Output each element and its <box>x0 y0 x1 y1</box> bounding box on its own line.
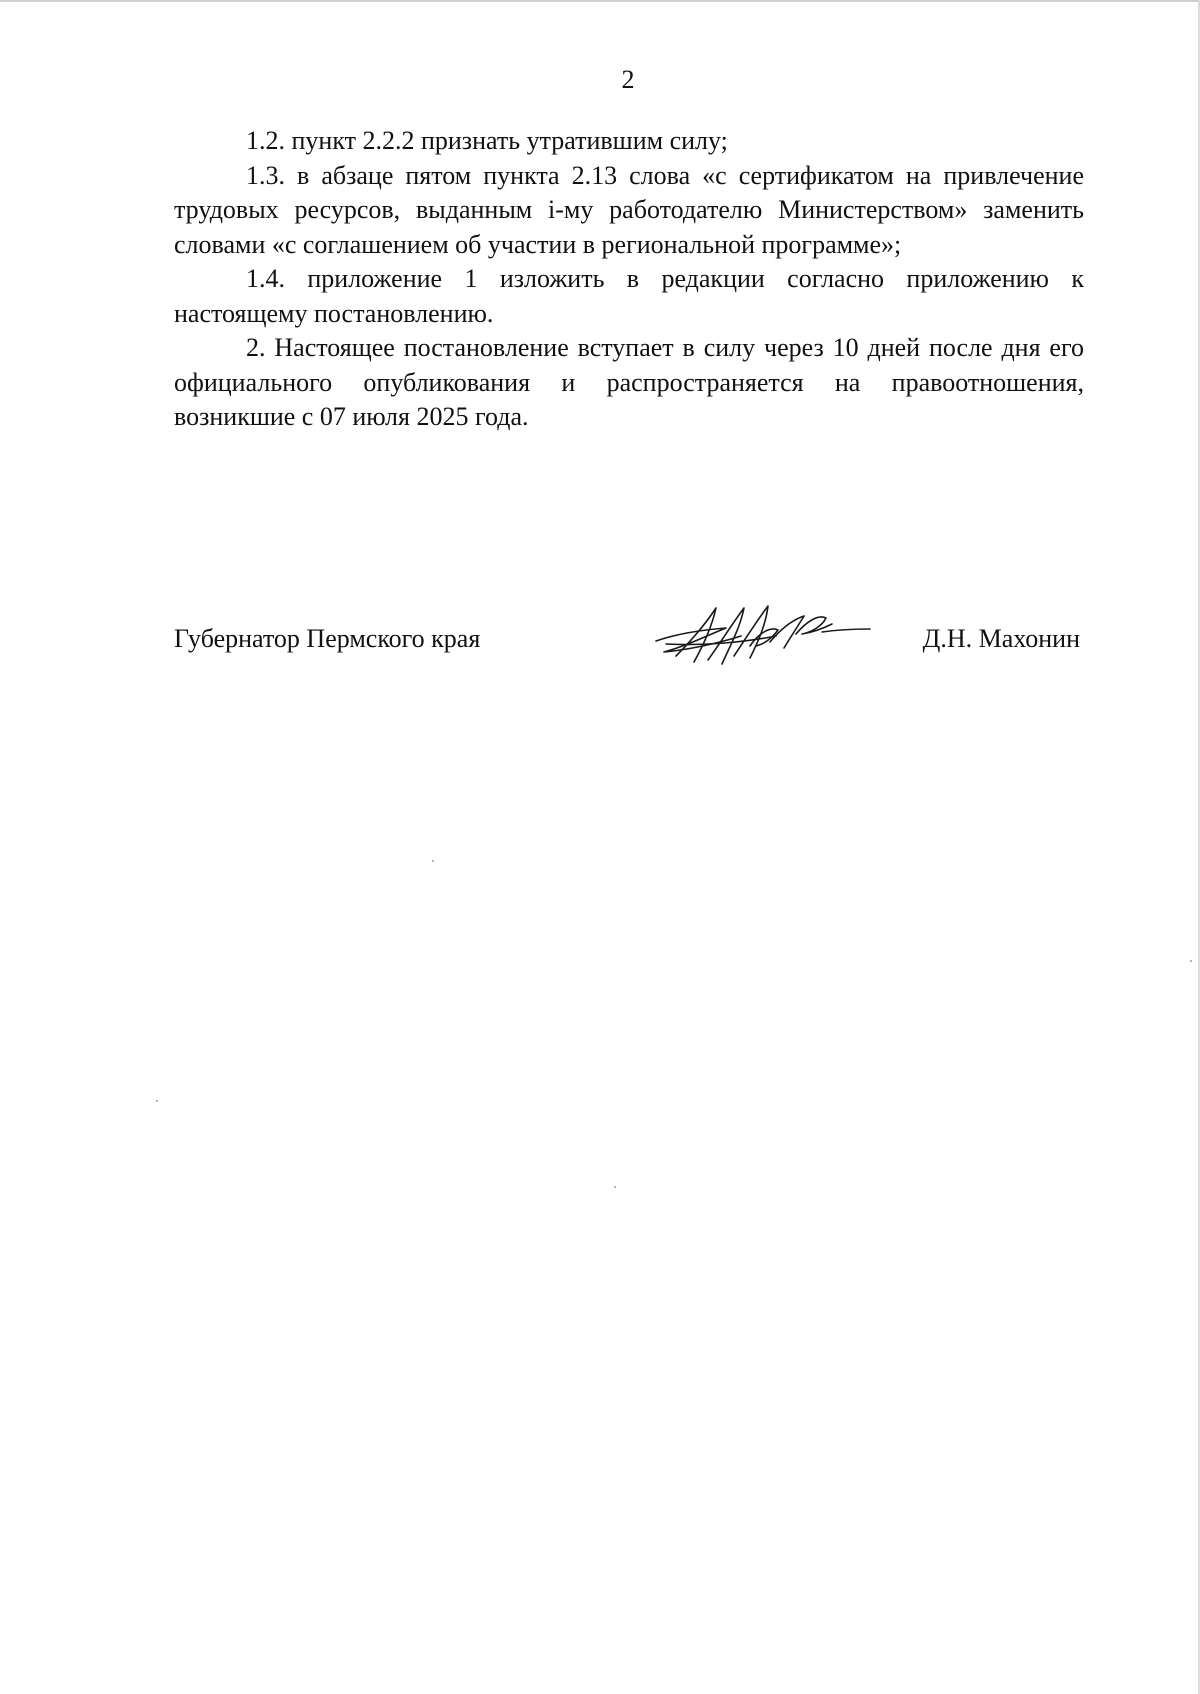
paragraph-1-4: 1.4. приложение 1 изложить в редакции согласно приложению к настоящему постановлению. <box>174 264 1084 328</box>
signature-block <box>174 622 1080 672</box>
scan-edge-top <box>0 0 1200 2</box>
scan-speck <box>156 1100 158 1102</box>
page-number: 2 <box>621 65 635 94</box>
signer-name: Д.Н. Махонин <box>922 624 1080 653</box>
document-body <box>174 124 1084 435</box>
paragraph-1-3: 1.3. в абзаце пятом пункта 2.13 слова «с сертификатом на привлечение трудовых ресурсов, выданным i-му работодателю Министерством» заменить словами «с соглашением об участии в региональной программе»; <box>174 160 1084 259</box>
scan-speck <box>432 860 434 862</box>
paragraph-1-2: 1.2. пункт 2.2.2 признать утратившим силу; <box>246 126 728 155</box>
handwritten-signature-icon <box>646 586 876 676</box>
paragraph-2: 2. Настоящее постановление вступает в силу через 10 дней после дня его официального опубликования и распространяется на правоотношения, возникшие с 07 июля 2025 года. <box>174 333 1084 431</box>
scan-speck <box>1190 960 1192 962</box>
signer-position: Губернатор Пермского края <box>174 624 481 653</box>
scan-speck <box>614 1186 616 1188</box>
